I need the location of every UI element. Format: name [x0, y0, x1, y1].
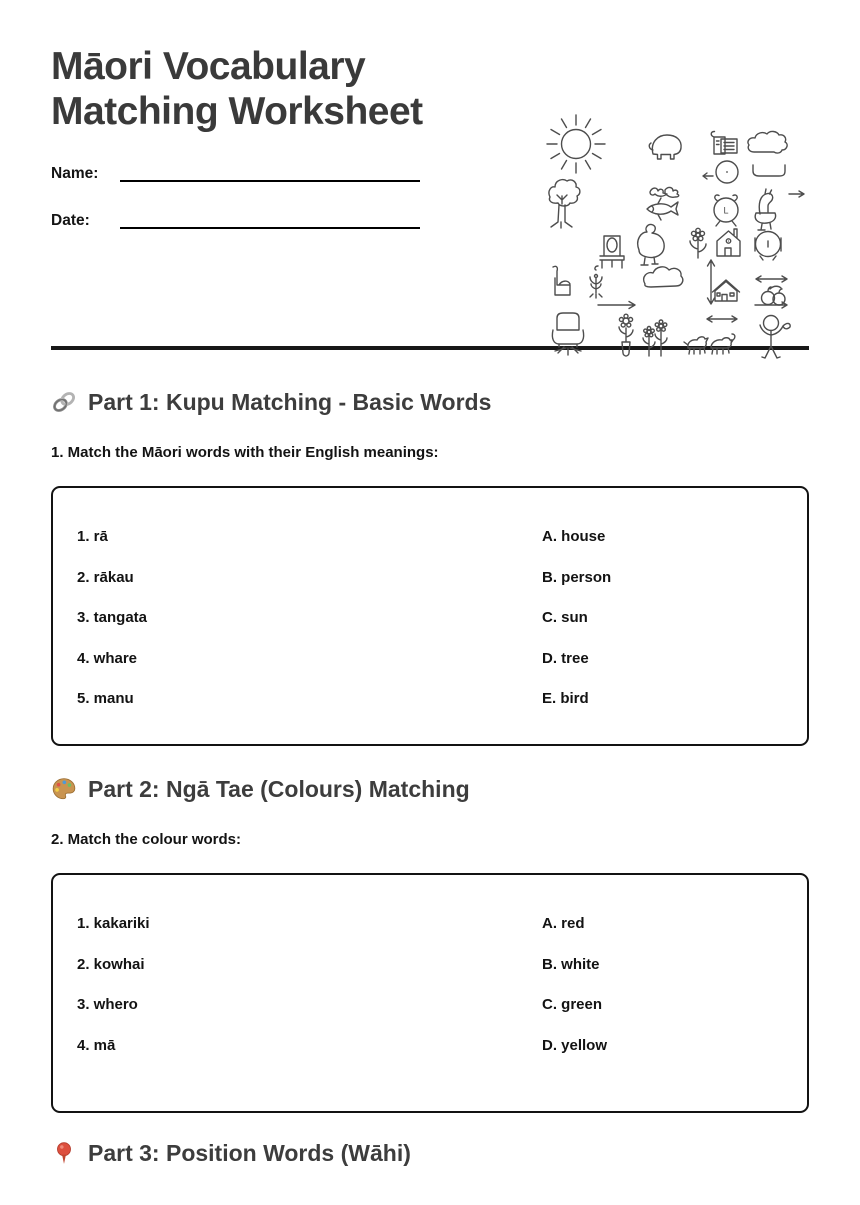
- maori-word: 4. mā: [77, 1036, 116, 1054]
- part2-matching-box: [51, 873, 809, 1113]
- house2-doodle: [713, 280, 740, 301]
- tree-doodle: [549, 180, 580, 228]
- part3-heading-text: Part 3: Position Words (Wāhi): [88, 1139, 411, 1166]
- name-label: Name:: [51, 165, 99, 183]
- apples-doodle: [755, 276, 787, 308]
- dogs-doodle: [684, 334, 735, 354]
- part1-english-column: [542, 516, 783, 744]
- english-meaning: C. sun: [542, 609, 588, 627]
- birds-doodle: [650, 187, 679, 197]
- part1-question: 1. Match the Māori words with their English meanings:: [51, 444, 439, 462]
- doodle-illustration: [541, 108, 805, 362]
- tray-doodle: [753, 165, 785, 176]
- maori-word: 2. kowhai: [77, 955, 145, 973]
- sun-doodle: [562, 130, 591, 159]
- palette-icon: [51, 776, 77, 802]
- hen-doodle: [638, 225, 664, 265]
- english-meaning: B. white: [542, 955, 600, 973]
- goose-doodle: [755, 189, 775, 230]
- maori-word: 4. whare: [77, 649, 138, 667]
- name-blank-line: [120, 162, 420, 182]
- maori-word: 1. rā: [77, 528, 108, 546]
- maori-word: 5. manu: [77, 690, 134, 708]
- english-meaning: B. person: [542, 568, 612, 586]
- documents-doodle: [711, 132, 737, 155]
- cloud-doodle: [748, 131, 787, 153]
- vase-flower-doodle: [619, 314, 633, 356]
- english-meaning: E. bird: [542, 690, 589, 708]
- part2-english-column: [542, 903, 783, 1111]
- date-label: Date:: [51, 212, 90, 230]
- maori-word: 2. rākau: [77, 568, 134, 586]
- part2-heading-text: Part 2: Ngā Tae (Colours) Matching: [88, 775, 470, 802]
- link-icon: [51, 389, 77, 415]
- pig-doodle: [649, 135, 681, 159]
- maori-word: 1. kakariki: [77, 915, 150, 933]
- page-title: Māori Vocabulary Matching Worksheet: [51, 45, 423, 134]
- part1-maori-column: [77, 516, 542, 744]
- sprout-doodle: [590, 275, 602, 299]
- part1-matching-box: [51, 486, 809, 746]
- pushpin-icon: [51, 1140, 77, 1166]
- english-meaning: D. tree: [542, 649, 589, 667]
- small-flowers-doodle: [643, 320, 667, 356]
- date-blank-line: [120, 209, 420, 229]
- house-doodle: [717, 229, 740, 256]
- armchair-doodle: [553, 266, 570, 295]
- person-doodle: [760, 316, 790, 359]
- part3-heading: [51, 1139, 809, 1167]
- rooted-chair-doodle: [552, 313, 583, 355]
- chair-doodle: [595, 236, 624, 270]
- part1-heading-text: Part 1: Kupu Matching - Basic Words: [88, 388, 492, 415]
- part2-maori-column: [77, 903, 542, 1111]
- maori-word: 3. whero: [77, 996, 138, 1014]
- english-meaning: A. house: [542, 528, 606, 546]
- english-meaning: C. green: [542, 996, 603, 1014]
- part2-heading: [51, 775, 809, 803]
- flower-doodle: [690, 228, 706, 258]
- part2-question: 2. Match the colour words:: [51, 831, 242, 849]
- blob-animal-doodle: [644, 267, 683, 287]
- clock-label: L: [723, 205, 729, 216]
- english-meaning: D. yellow: [542, 1036, 608, 1054]
- english-meaning: A. red: [542, 915, 585, 933]
- hand-drawn-doodle-collage: [541, 108, 805, 362]
- fish-doodle: [647, 198, 678, 220]
- part1-heading: [51, 388, 809, 416]
- maori-word: 3. tangata: [77, 609, 148, 627]
